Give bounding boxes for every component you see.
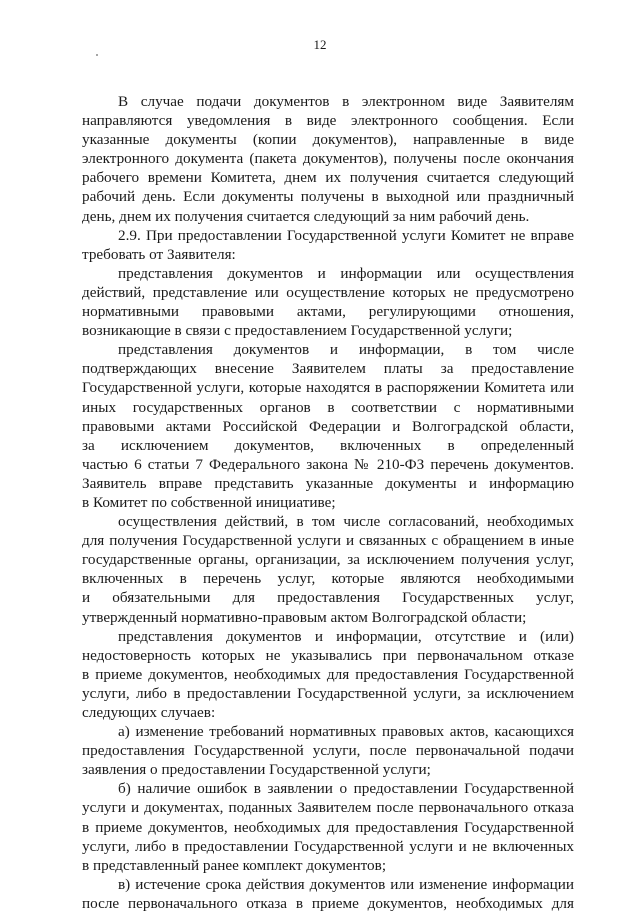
text-line: электронного документа (пакета документов), получены после окончания <box>82 150 574 168</box>
text-line: день, днем их получения считается следующий за ним рабочий день. <box>82 207 530 225</box>
text-line: в приеме документов, необходимых для предоставления Государственной <box>82 665 574 683</box>
text-line: возникающие в связи с предоставлением Государственной услуги; <box>82 322 513 340</box>
text-line: рабочего времени Комитета, днем их получения считается следующий <box>82 169 574 187</box>
text-line: утвержденный нормативно-правовым актом Волгоградской области; <box>82 608 527 626</box>
text-line: В случае подачи документов в электронном виде Заявителям <box>118 93 574 110</box>
text-line: включенных в перечень услуг, которые являются необходимыми <box>82 570 574 588</box>
text-line: государственные органы, организации, за исключением получения услуг, <box>82 551 574 569</box>
page-number: 12 <box>313 37 327 52</box>
text-line: услуги и документах, поданных Заявителем после первоначального отказа <box>82 799 574 817</box>
text-line: заявления о предоставлении Государственной услуги; <box>82 761 431 779</box>
text-line: частью 6 статьи 7 Федерального закона № 210-ФЗ перечень документов. <box>82 455 574 473</box>
text-line: после первоначального отказа в приеме документов, необходимых для <box>82 894 574 912</box>
text-line: действий, представление или осуществление которых не предусмотрено <box>82 283 574 301</box>
text-line: нормативными правовыми актами, регулирующими отношения, <box>82 303 574 321</box>
text-line: услуги, либо в предоставлении Государственной услуги и не включенных <box>82 837 574 855</box>
text-line: в приеме документов, необходимых для предоставления Государственной <box>82 818 574 836</box>
scan-speck <box>96 54 98 56</box>
text-line: 2.9. При предоставлении Государственной услуги Комитет не вправе <box>118 226 574 244</box>
document-body <box>82 92 574 913</box>
text-line: предоставления Государственной услуги, после первоначальной подачи <box>82 742 574 760</box>
text-line: в представленный ранее комплект документов; <box>82 856 387 874</box>
text-line: и обязательными для предоставления Государственных услуг, <box>82 589 574 607</box>
text-line: иных государственных органов в соответствии с нормативными <box>82 398 574 416</box>
text-line: представления документов и информации, отсутствие и (или) <box>118 627 574 645</box>
text-line: представления документов и информации, в том числе <box>118 341 574 359</box>
text-line: следующих случаев: <box>82 704 216 721</box>
text-line: подтверждающих внесение Заявителем платы за предоставление <box>82 360 574 378</box>
text-line: правовыми актами Российской Федерации и Волгоградской области, <box>82 417 574 435</box>
text-line: за исключением документов, включенных в определенный <box>82 436 574 454</box>
text-line: рабочий день. Если документы получены в выходной или праздничный <box>82 188 574 206</box>
text-line: Заявитель вправе представить указанные документы и информацию <box>82 474 574 492</box>
text-line: осуществления действий, в том числе согласований, необходимых <box>118 513 574 531</box>
text-line: в) истечение срока действия документов или изменение информации <box>118 875 574 893</box>
text-line: услуги, либо в предоставлении Государственной услуги, за исключением <box>82 684 574 702</box>
text-line: недостоверность которых не указывались при первоначальном отказе <box>82 646 574 664</box>
text-line: б) наличие ошибок в заявлении о предоставлении Государственной <box>118 780 574 798</box>
text-line: указанные документы (копии документов), направленные в виде <box>82 131 574 149</box>
text-line: представления документов и информации или осуществления <box>118 264 574 282</box>
text-line: требовать от Заявителя: <box>82 245 236 263</box>
text-line: для получения Государственной услуги и связанных с обращением в иные <box>82 532 574 550</box>
text-line: в Комитет по собственной инициативе; <box>82 493 336 511</box>
text-line: а) изменение требований нормативных правовых актов, касающихся <box>118 723 574 741</box>
text-line: Государственной услуги, которые находятся в распоряжении Комитета или <box>82 379 574 397</box>
text-line: направляются уведомления в виде электронного сообщения. Если <box>82 112 574 130</box>
